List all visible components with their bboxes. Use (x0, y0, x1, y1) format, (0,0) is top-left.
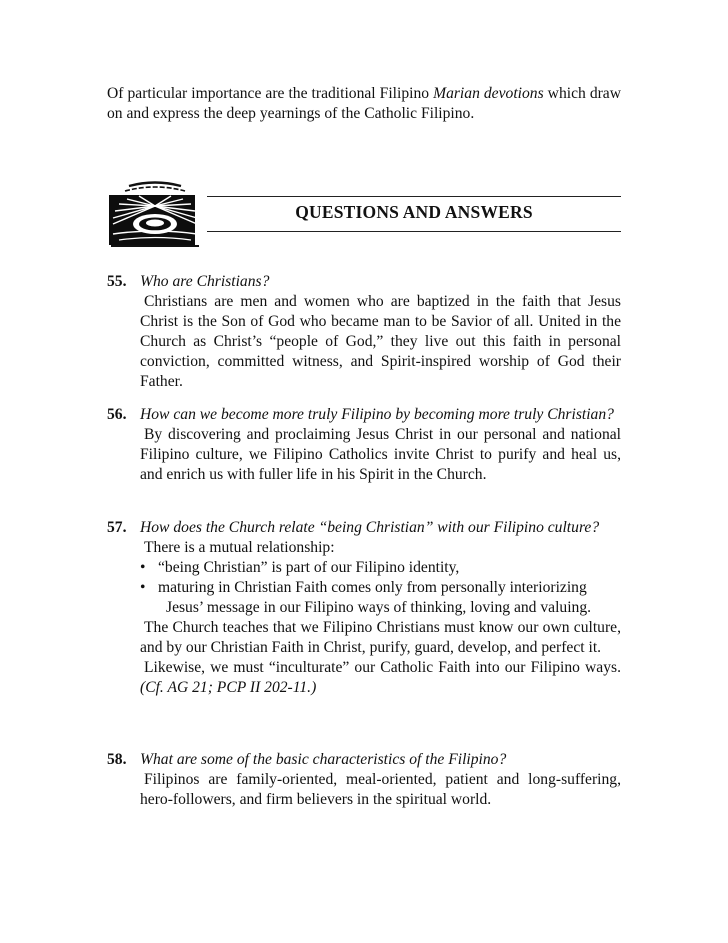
intro-text-before: Of particular importance are the traditional Filipino (107, 85, 434, 102)
question-text: How does the Church relate “being Christian” with our Filipino culture? (140, 519, 600, 536)
bullet-item (140, 558, 621, 578)
qa-item-55 (107, 272, 621, 392)
answer-text: By discovering and proclaiming Jesus Christ in our personal and national Filipino culture, we Filipino Catholics invite Christ to purify and heal us, and enrich us with fuller life in his Spirit in the Church. (140, 426, 621, 483)
title-rule-bottom (207, 231, 621, 232)
qa-section-header (107, 180, 621, 248)
question-text: Who are Christians? (140, 273, 270, 290)
question-text: What are some of the basic characteristics of the Filipino? (140, 751, 507, 768)
qa-item-58 (107, 750, 621, 810)
question-text: How can we become more truly Filipino by becoming more truly Christian? (140, 406, 614, 423)
citation: (Cf. AG 21; PCP II 202-11.) (140, 679, 317, 696)
question-number: 57. (107, 519, 127, 536)
bullet-text-line-1: maturing in Christian Faith comes only from personally interiorizing (158, 579, 587, 596)
bullet-symbol: • (140, 559, 146, 576)
section-title: QUESTIONS AND ANSWERS (295, 202, 533, 222)
question-number: 55. (107, 273, 127, 290)
bullet-item (140, 578, 621, 618)
question-number: 58. (107, 751, 127, 768)
answer-text: Filipinos are family-oriented, meal-oriented, patient and long-suffering, hero-followers, and firm believers in the spiritual world. (140, 771, 621, 808)
intro-text-after: which draw on and express the deep yearnings of the Catholic Filipino. (107, 85, 621, 122)
answer-text: Christians are men and women who are baptized in the faith that Jesus Christ is the Son of God who became man to be Savior of all. United in the Church as Christ’s “people of God,” they live out this faith in personal conviction, committed witness, and Spirit-inspired worship of God their Father. (140, 293, 621, 390)
bullet-symbol: • (140, 579, 146, 596)
answer-paragraph: The Church teaches that we Filipino Christians must know our own culture, and by our Christian Faith in Christ, purify, guard, develop, and perfect it. (140, 619, 621, 656)
shell-emblem-icon (107, 180, 203, 248)
bullet-text-line-2: Jesus’ message in our Filipino ways of thinking, loving and valuing. (166, 599, 592, 616)
intro-paragraph (107, 84, 621, 124)
answer-lead: There is a mutual relationship: (144, 539, 335, 556)
intro-text-italic: Marian devotions (433, 85, 544, 102)
answer-paragraph-text: Likewise, we must “inculturate” our Catholic Faith into our Filipino ways. (144, 659, 621, 676)
title-rule-top (207, 196, 621, 197)
qa-item-56 (107, 405, 621, 485)
bullet-text: “being Christian” is part of our Filipino identity, (158, 559, 460, 576)
question-number: 56. (107, 406, 127, 423)
qa-item-57 (107, 518, 621, 698)
answer-paragraph-last (140, 658, 621, 698)
